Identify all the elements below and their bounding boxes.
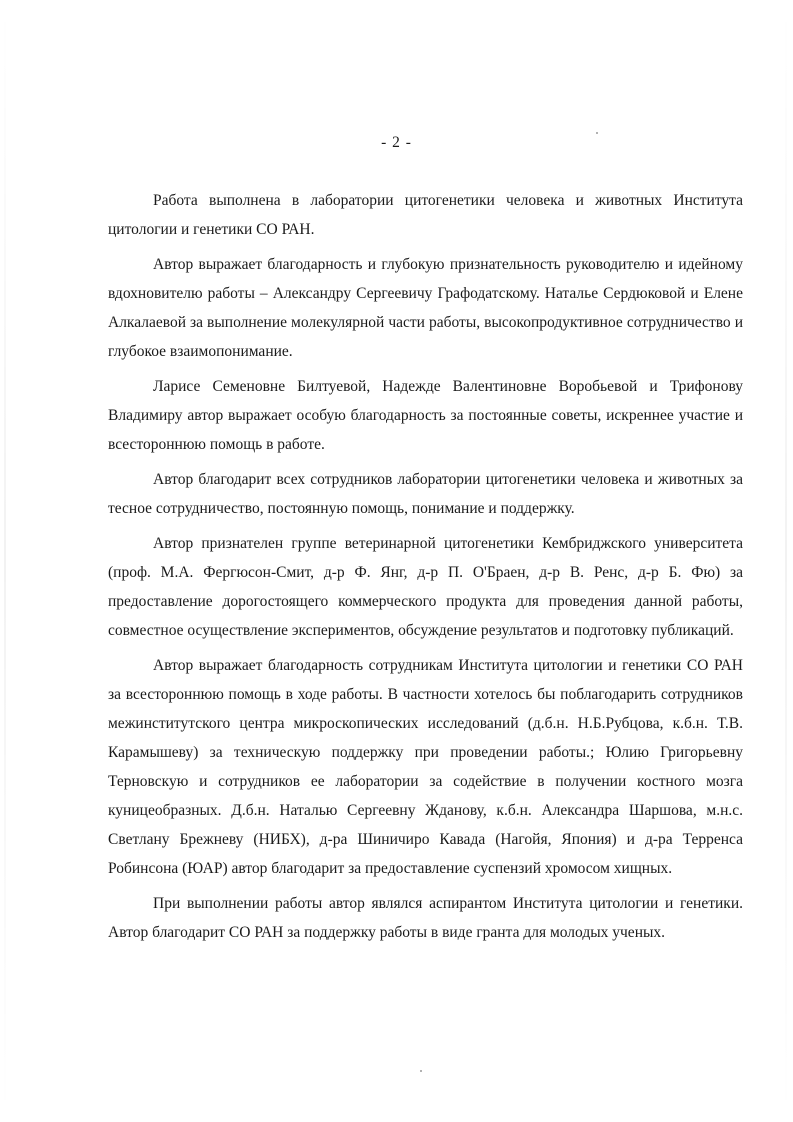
- paragraph-2: Автор выражает благодарность и глубокую признательность руководителю и идейному вдохновителю работы – Александру Сергеевичу Графодатскому. Наталье Сердюковой и Елене Алкалаевой за выполнение молекулярной части работы, высокопродуктивное сотрудничество и глубокое взаимопонимание.: [108, 256, 743, 360]
- paragraph-1: Работа выполнена в лаборатории цитогенетики человека и животных Института цитологии и генетики СО РАН.: [108, 192, 743, 238]
- scan-edge-left: [4, 0, 6, 1122]
- page-number: - 2 -: [381, 134, 412, 151]
- paragraph-5: Автор признателен группе ветеринарной цитогенетики Кембриджского университета (проф. М.А. Фергюсон-Смит, д-р Ф. Янг, д-р П. О'Браен, д-р В. Ренс, д-р Б. Фю) за предоставление дорогостоящего коммерческого продукта для проведения данной работы, совместное осуществление экспериментов, обсуждение результатов и подготовку публикаций.: [108, 535, 743, 639]
- paragraph-6: Автор выражает благодарность сотрудникам Института цитологии и генетики СО РАН за всестороннюю помощь в ходе работы. В частности хотелось бы поблагодарить сотрудников межинститутского центра микроскопических исследований (д.б.н. Н.Б.Рубцова, к.б.н. Т.В. Карамышеву) за техническую поддержку при проведении работы.; Юлию Григорьевну Терновскую и сотрудников ее лаборатории за содействие в получении костного мозга куницеобразных. Д.б.н. Наталью Сергеевну Жданову, к.б.н. Александра Шаршова, м.н.с. Светлану Брежневу (НИБХ), д-ра Шиничиро Кавада (Нагойя, Япония) и д-ра Терренса Робинсона (ЮАР) автор благодарит за предоставление суспензий хромосом хищных.: [108, 657, 743, 877]
- paragraph-7: При выполнении работы автор являлся аспирантом Института цитологии и генетики. Автор благодарит СО РАН за поддержку работы в виде гранта для молодых ученых.: [108, 895, 743, 941]
- paragraph-3: Ларисе Семеновне Билтуевой, Надежде Валентиновне Воробьевой и Трифонову Владимиру автор выражает особую благодарность за постоянные советы, искреннее участие и всестороннюю помощь в работе.: [108, 378, 743, 453]
- scan-edge-right: [785, 0, 787, 1122]
- paragraph-4: Автор благодарит всех сотрудников лаборатории цитогенетики человека и животных за тесное сотрудничество, постоянную помощь, понимание и поддержку.: [108, 471, 743, 517]
- scan-speck: [420, 1070, 422, 1072]
- scan-speck: [596, 132, 598, 134]
- acknowledgements-text: [108, 186, 743, 953]
